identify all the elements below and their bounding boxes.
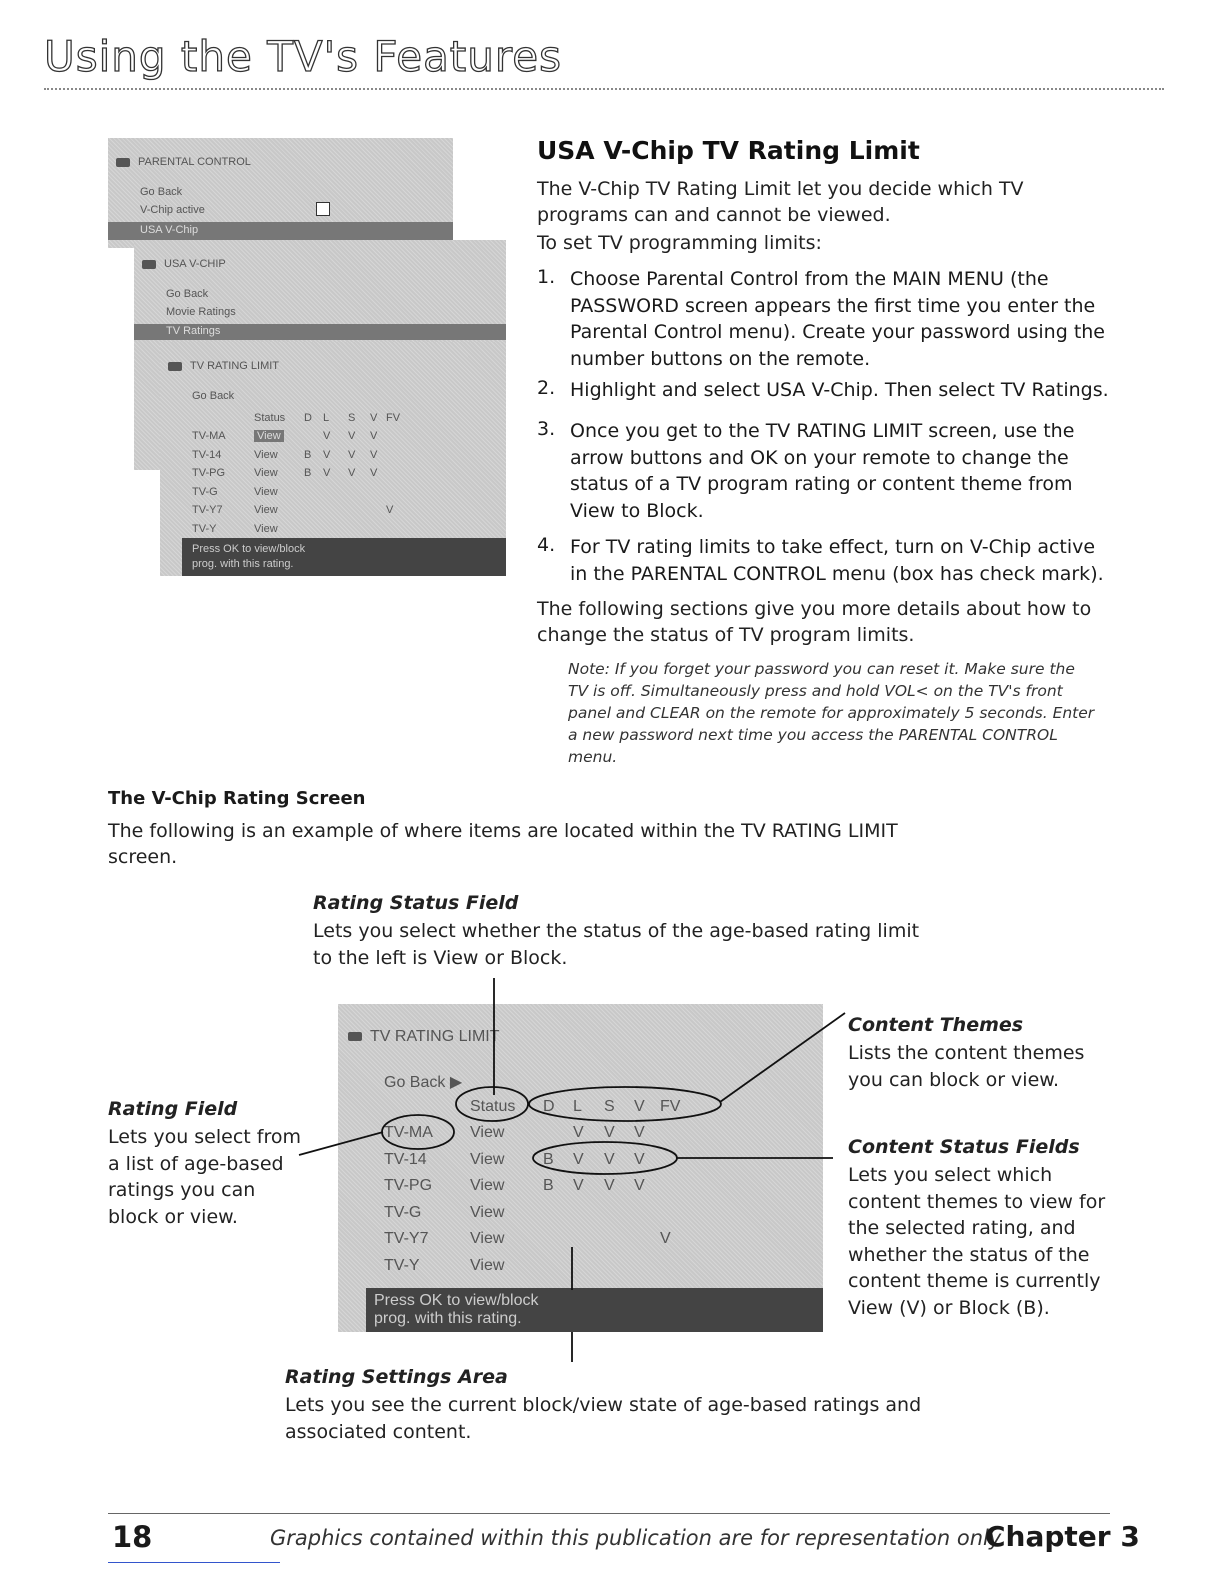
column-header-theme: D bbox=[543, 1098, 555, 1115]
content-status-cell: V bbox=[604, 1150, 615, 1168]
intro-paragraph: The V-Chip TV Rating Limit let you decide which TV programs can and cannot be viewed. bbox=[537, 178, 1024, 226]
content-status-cell: V bbox=[370, 430, 378, 442]
column-header-theme: S bbox=[348, 412, 356, 424]
content-status-cell: V bbox=[348, 467, 356, 479]
content-status-cell: V bbox=[370, 467, 378, 479]
intro-line-2: To set TV programming limits: bbox=[537, 232, 822, 254]
content-status-cell: V bbox=[323, 467, 331, 479]
rating-status: View bbox=[470, 1150, 505, 1168]
rating-label: TV-Y bbox=[384, 1256, 420, 1274]
callout-desc-status-field: Lets you select whether the status of the age-based rating limit to the left is View or Block. bbox=[313, 920, 920, 969]
menu-item-go-back: Go Back bbox=[140, 186, 183, 198]
screen-title: TV RATING LIMIT bbox=[348, 1028, 499, 1046]
content-status-cell: V bbox=[323, 448, 331, 461]
step-number: 3. bbox=[537, 418, 556, 440]
step-text: For TV rating limits to take effect, turn on V-Chip active in the PARENTAL CONTROL menu (box has check mark). bbox=[570, 536, 1104, 585]
following-paragraph: The following sections give you more details about how to change the status of TV program limits. bbox=[537, 598, 1092, 646]
content-status-cell: V bbox=[573, 1124, 584, 1141]
screen-title: PARENTAL CONTROL bbox=[116, 156, 251, 168]
content-status-cell: V bbox=[573, 1177, 584, 1194]
rating-label: TV-MA bbox=[192, 430, 226, 442]
column-header-theme: S bbox=[604, 1098, 615, 1115]
callout-desc-settings-area: Lets you see the current block/view state of age-based ratings and associated content. bbox=[285, 1394, 922, 1443]
callout-desc-rating-field: Lets you select from a list of age-based ratings you can block or view. bbox=[108, 1126, 301, 1228]
rating-label: TV-14 bbox=[384, 1150, 427, 1168]
screen-title: TV RATING LIMIT bbox=[168, 360, 279, 372]
column-header-theme: FV bbox=[660, 1098, 681, 1115]
rating-status: View bbox=[470, 1203, 505, 1221]
content-status-cell: V bbox=[634, 1124, 645, 1141]
column-header-status: Status bbox=[254, 412, 286, 424]
content-status-cell: V bbox=[573, 1150, 584, 1168]
content-status-cell: V bbox=[604, 1177, 615, 1194]
step-text: Once you get to the TV RATING LIMIT screen, use the arrow buttons and OK on your remote to change the status of a TV program rating or content theme from View to Block. bbox=[570, 420, 1075, 522]
page-title: Using the TV's Features bbox=[44, 32, 562, 81]
rating-status: View bbox=[470, 1177, 505, 1194]
rating-label: TV-MA bbox=[384, 1124, 433, 1141]
column-header-status: Status bbox=[470, 1098, 516, 1115]
callout-label-settings-area: Rating Settings Area bbox=[285, 1366, 508, 1388]
menu-item-vchip-active: V-Chip active bbox=[140, 204, 205, 216]
rating-status: View bbox=[254, 504, 278, 516]
step-number: 4. bbox=[537, 534, 556, 556]
step-text: Choose Parental Control from the MAIN MENU (the PASSWORD screen appears the first time you enter the Parental Control menu). Create your password using the number buttons on the remote. bbox=[570, 268, 1105, 370]
rating-label: TV-Y7 bbox=[384, 1230, 429, 1247]
column-header-theme: V bbox=[370, 412, 378, 424]
rating-label: TV-14 bbox=[192, 448, 222, 461]
callout-label-rating-field: Rating Field bbox=[108, 1098, 238, 1120]
content-status-cell: V bbox=[660, 1230, 671, 1247]
rating-status: View bbox=[470, 1230, 505, 1247]
rating-status: View bbox=[254, 448, 278, 461]
column-header-theme: V bbox=[634, 1098, 645, 1115]
menu-item-movie-ratings: Movie Ratings bbox=[166, 306, 236, 318]
rating-label: TV-Y bbox=[192, 522, 217, 535]
column-header-theme: L bbox=[573, 1098, 582, 1115]
content-status-cell: V bbox=[370, 448, 378, 461]
callout-label-status-field: Rating Status Field bbox=[313, 892, 519, 914]
help-text-line1: Press OK to view/block bbox=[374, 1292, 539, 1309]
step-text: Highlight and select USA V-Chip. Then select TV Ratings. bbox=[570, 379, 1109, 401]
rating-status: View bbox=[254, 522, 278, 535]
rating-label: TV-Y7 bbox=[192, 504, 223, 516]
content-status-cell: V bbox=[604, 1124, 615, 1141]
column-header-theme: D bbox=[304, 412, 312, 424]
rating-status: View bbox=[470, 1124, 505, 1141]
chapter-label: Chapter 3 bbox=[985, 1520, 1140, 1553]
page-number: 18 bbox=[112, 1520, 153, 1554]
content-status-cell: V bbox=[386, 504, 394, 516]
footer-divider bbox=[108, 1513, 1110, 1514]
note: Note: If you forget your password you can reset it. Make sure the TV is off. Simultaneously press and hold VOL< on the TV's front panel and CLEAR on the remote for approximately 5 seconds. Enter a new password next time you access the PARENTAL CONTROL menu. bbox=[568, 660, 1095, 766]
callout-label-content-status: Content Status Fields bbox=[848, 1136, 1080, 1158]
help-text-line2: prog. with this rating. bbox=[374, 1310, 522, 1327]
content-status-cell: B bbox=[304, 467, 312, 479]
callout-label-content-themes: Content Themes bbox=[848, 1014, 1024, 1036]
help-text-line2: prog. with this rating. bbox=[192, 558, 294, 570]
menu-item-usa-vchip: USA V-Chip bbox=[108, 222, 453, 240]
screen-title: USA V-CHIP bbox=[142, 258, 226, 270]
content-status-cell: V bbox=[323, 430, 331, 442]
rating-status: View bbox=[254, 467, 278, 479]
content-status-cell: V bbox=[348, 430, 356, 442]
rating-label: TV-PG bbox=[192, 467, 226, 479]
content-status-cell: B bbox=[543, 1177, 554, 1194]
menu-item-go-back: Go Back bbox=[166, 288, 209, 300]
content-status-cell: B bbox=[304, 448, 312, 461]
column-header-theme: FV bbox=[386, 412, 401, 424]
callout-desc-content-status: Lets you select which content themes to view for the selected rating, and whether the status of the content theme is currently View (V) or Block (B). bbox=[848, 1164, 1106, 1319]
content-status-cell: V bbox=[634, 1150, 645, 1168]
footer-link-underline bbox=[108, 1562, 280, 1563]
step-number: 2. bbox=[537, 377, 556, 399]
content-status-cell: V bbox=[634, 1177, 645, 1194]
column-header-theme: L bbox=[323, 412, 330, 424]
callout-desc-content-themes: Lists the content themes you can block or view. bbox=[848, 1042, 1085, 1091]
subsection-heading: The V-Chip Rating Screen bbox=[108, 788, 366, 809]
content-status-cell: B bbox=[543, 1150, 554, 1168]
step-number: 1. bbox=[537, 266, 556, 288]
rating-label: TV-G bbox=[192, 485, 218, 498]
footer-note: Graphics contained within this publication are for representation only. bbox=[270, 1526, 1007, 1550]
rating-status: View bbox=[254, 485, 278, 498]
menu-item-go-back: Go Back ▶ bbox=[384, 1074, 463, 1091]
rating-label: TV-PG bbox=[384, 1177, 433, 1194]
subsection-intro: The following is an example of where items are located within the TV RATING LIMIT screen. bbox=[108, 820, 898, 868]
content-status-cell: V bbox=[348, 448, 356, 461]
arrow-right-icon: ▶ bbox=[449, 1074, 463, 1091]
menu-item-go-back: Go Back bbox=[192, 390, 235, 402]
rating-status: View bbox=[470, 1256, 505, 1274]
section-title: USA V-Chip TV Rating Limit bbox=[537, 136, 920, 165]
help-text-line1: Press OK to view/block bbox=[192, 543, 306, 555]
rating-status: View bbox=[254, 430, 284, 442]
rating-label: TV-G bbox=[384, 1203, 422, 1221]
menu-item-tv-ratings: TV Ratings bbox=[134, 324, 506, 340]
